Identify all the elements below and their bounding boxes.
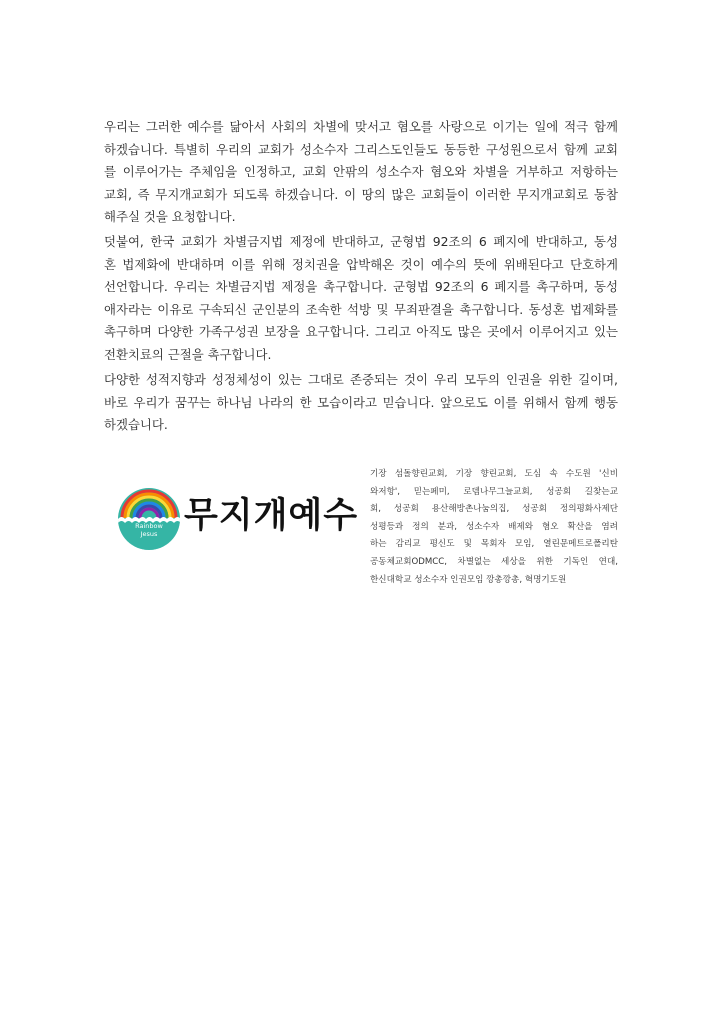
paragraph-line: 다양한 성적지향과 성정체성이 있는 그대로 존중되는 것이 우리 모두의 인권을 위한 길이며,: [104, 372, 618, 387]
logo-subtitle: [118, 522, 180, 538]
paragraph-line: 애자라는 이유로 구속되신 군인분의 조속한 석방 및 무죄판결을 촉구합니다. 동성혼 법제화를: [104, 301, 618, 317]
paragraph-line: 하겠습니다.: [104, 417, 168, 432]
paragraph-line: 교회, 즉 무지개교회가 되도록 하겠습니다. 이 땅의 많은 교회들이 이러한 무지개교회로 동참: [104, 186, 618, 202]
org-line: 회, 성공회 용산해방촌나눔의집, 성공회 정의평화사제단: [370, 504, 618, 515]
paragraph-line: 덧붙여, 한국 교회가 차별금지법 제정에 반대하고, 군형법 92조의 6 폐지에 반대하고, 동성: [104, 234, 618, 249]
paragraph-line: 촉구하며 다양한 가족구성권 보장을 요구합니다. 그리고 아직도 많은 곳에서 이루어지고 있는: [104, 324, 618, 339]
paragraph-2: [104, 231, 618, 366]
paragraph-line: 전환치료의 근절을 촉구합니다.: [104, 346, 272, 362]
paragraph-line: 하겠습니다. 특별히 우리의 교회가 성소수자 그리스도인들도 동등한 구성원으로서 함께 교회: [104, 141, 618, 157]
logo-subtitle-line: Rainbow: [135, 522, 163, 530]
paragraph-line: 선언합니다. 우리는 차별금지법 제정을 촉구합니다. 군형법 92조의 6 폐지를 촉구하며, 동성: [104, 279, 618, 294]
paragraph-line: 우리는 그러한 예수를 닮아서 사회의 차별에 맞서고 혐오를 사랑으로 이기는 일에 적극 함께: [104, 119, 618, 134]
org-line: 한신대학교 성소수자 인권모임 깡총깡총, 혁명기도원: [370, 574, 567, 585]
org-line: 공동체교회ODMCC, 차별없는 세상을 위한 기독인 연대,: [370, 556, 618, 567]
org-line: 성평등과 정의 분과, 성소수자 배제와 혐오 확산을 염려: [370, 521, 618, 532]
org-line: 기장 섬돌향린교회, 기장 향린교회, 도심 속 수도원 '신비: [370, 469, 618, 479]
rainbow-jesus-logo: [118, 488, 360, 554]
logo-subtitle-line: Jesus: [140, 530, 158, 538]
paragraph-line: 혼 법제화에 반대하며 이를 위해 정치권을 압박해온 것이 예수의 뜻에 위배된다고 단호하게: [104, 256, 618, 272]
paragraph-line: 바로 우리가 꿈꾸는 하나님 나라의 한 모습이라고 믿습니다. 앞으로도 이를 위해서 함께 행동: [104, 394, 618, 410]
paragraph-line: 해주실 것을 요청합니다.: [104, 209, 236, 224]
paragraph-line: 를 이루어가는 주체임을 인정하고, 교회 안팎의 성소수자 혐오와 차별을 거부하고 저항하는: [104, 164, 618, 179]
rainbow-icon: [118, 488, 180, 550]
rainbow-emblem: [118, 488, 180, 550]
org-line: 하는 감리교 평신도 및 목회자 모임, 열린문메트로폴리탄: [370, 539, 618, 550]
paragraph-1: [104, 116, 618, 229]
org-line: 와저항', 믿는페미, 로뎀나무그늘교회, 성공회 길찾는교: [370, 486, 618, 497]
logo-wordmark: 무지개예수: [184, 496, 359, 536]
signatory-organizations: [370, 466, 618, 589]
paragraph-3: [104, 369, 618, 437]
